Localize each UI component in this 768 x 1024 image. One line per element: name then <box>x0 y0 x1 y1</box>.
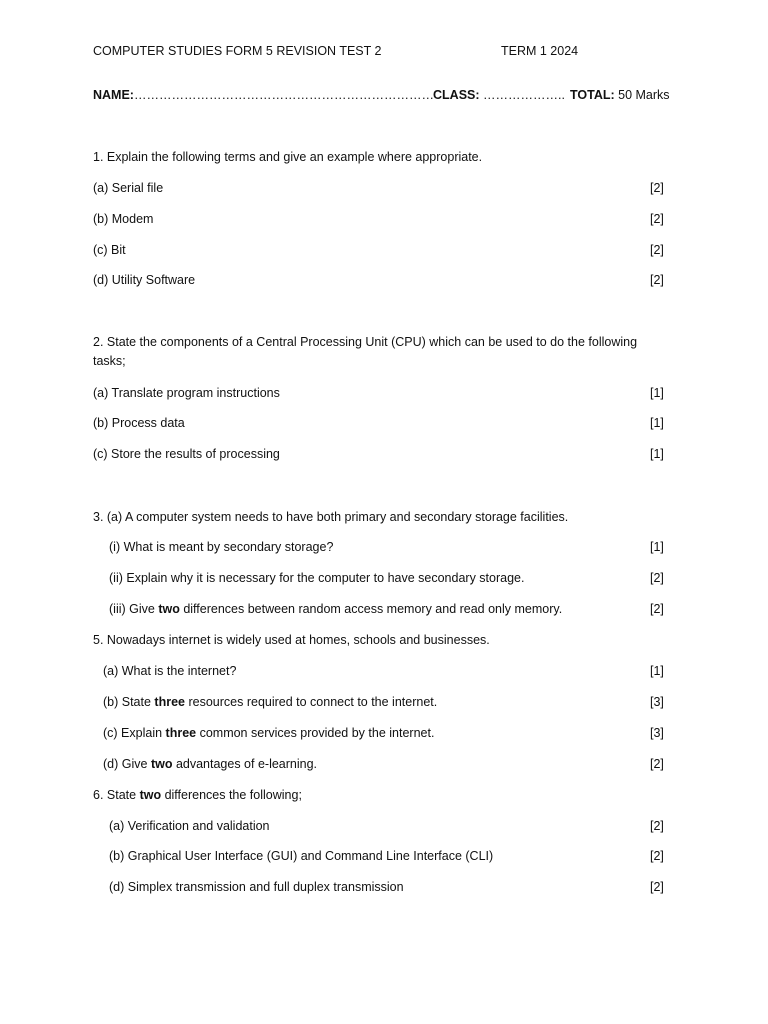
q5-a-mark: [1] <box>650 664 664 678</box>
q5-d-bold: two <box>150 757 173 771</box>
q1-item: (d) Utility Software <box>93 273 196 287</box>
q5-b-post: resources required to connect to the internet. <box>185 695 438 709</box>
q5-a: (a) What is the internet? <box>103 664 237 678</box>
q1-item: (b) Modem <box>93 212 154 226</box>
class-label: CLASS: <box>433 88 480 102</box>
name-label: NAME: <box>93 88 134 102</box>
q5-b <box>103 695 437 709</box>
q6-item: (a) Verification and validation <box>109 819 270 833</box>
q3-iii <box>109 602 562 616</box>
q3-ii-mark: [2] <box>650 571 664 585</box>
q5-d-mark: [2] <box>650 757 664 771</box>
q1-item-mark: [2] <box>650 181 664 195</box>
q5-c-mark: [3] <box>650 726 664 740</box>
term-label: TERM 1 2024 <box>501 44 579 58</box>
q6-item: (d) Simplex transmission and full duplex transmission <box>109 880 404 894</box>
q2-item: (a) Translate program instructions <box>93 386 280 400</box>
name-dots: ……………………………………………………………… <box>133 88 434 102</box>
q5-d-post: advantages of e-learning. <box>172 757 318 771</box>
q6-item-mark: [2] <box>650 849 664 863</box>
q6-item: (b) Graphical User Interface (GUI) and Command Line Interface (CLI) <box>109 849 494 863</box>
q1-item-mark: [2] <box>650 212 664 226</box>
total-label: TOTAL: <box>570 88 615 102</box>
q5-d-pre: (d) Give <box>103 757 151 771</box>
q3-i: (i) What is meant by secondary storage? <box>109 540 334 554</box>
q1-item-mark: [2] <box>650 243 664 257</box>
q1-item-mark: [2] <box>650 273 664 287</box>
q2-item: (c) Store the results of processing <box>93 447 280 461</box>
q2-stem-line1: 2. State the components of a Central Processing Unit (CPU) which can be used to do the following <box>93 335 638 349</box>
class-dots: ……………….. <box>479 88 565 102</box>
q6-item-mark: [2] <box>650 880 664 894</box>
q5-b-pre: (b) State <box>103 695 155 709</box>
q5-b-bold: three <box>154 695 185 709</box>
q5-d <box>103 757 317 771</box>
q6-stem-pre: 6. State <box>93 788 140 802</box>
total-value: 50 Marks <box>614 88 670 102</box>
q5-c-bold: three <box>165 726 197 740</box>
q3-i-mark: [1] <box>650 540 664 554</box>
q3-iii-post: differences between random access memory and read only memory. <box>179 602 563 616</box>
class-field <box>433 88 565 102</box>
q3-iii-mark: [2] <box>650 602 664 616</box>
q5-c <box>103 726 434 740</box>
total-field <box>570 88 670 102</box>
q1-item: (c) Bit <box>93 243 126 257</box>
q6-stem <box>93 788 302 802</box>
q5-stem: 5. Nowadays internet is widely used at homes, schools and businesses. <box>93 633 490 647</box>
q2-stem-line2: tasks; <box>93 354 126 368</box>
q5-c-pre: (c) Explain <box>103 726 166 740</box>
q6-item-mark: [2] <box>650 819 664 833</box>
q6-stem-bold: two <box>139 788 162 802</box>
q3-ii: (ii) Explain why it is necessary for the computer to have secondary storage. <box>109 571 525 585</box>
q3-iii-pre: (iii) Give <box>109 602 159 616</box>
q3-stem: 3. (a) A computer system needs to have both primary and secondary storage facilities. <box>93 510 569 524</box>
name-field <box>93 88 434 102</box>
q2-item-mark: [1] <box>650 386 664 400</box>
test-title: COMPUTER STUDIES FORM 5 REVISION TEST 2 <box>93 44 382 58</box>
q2-item-mark: [1] <box>650 416 664 430</box>
q5-b-mark: [3] <box>650 695 664 709</box>
q1-item: (a) Serial file <box>93 181 164 195</box>
q2-item: (b) Process data <box>93 416 185 430</box>
q2-item-mark: [1] <box>650 447 664 461</box>
q3-iii-bold: two <box>158 602 180 616</box>
q1-stem: 1. Explain the following terms and give an example where appropriate. <box>93 150 483 164</box>
q6-stem-post: differences the following; <box>161 788 302 802</box>
q5-c-post: common services provided by the internet. <box>196 726 435 740</box>
